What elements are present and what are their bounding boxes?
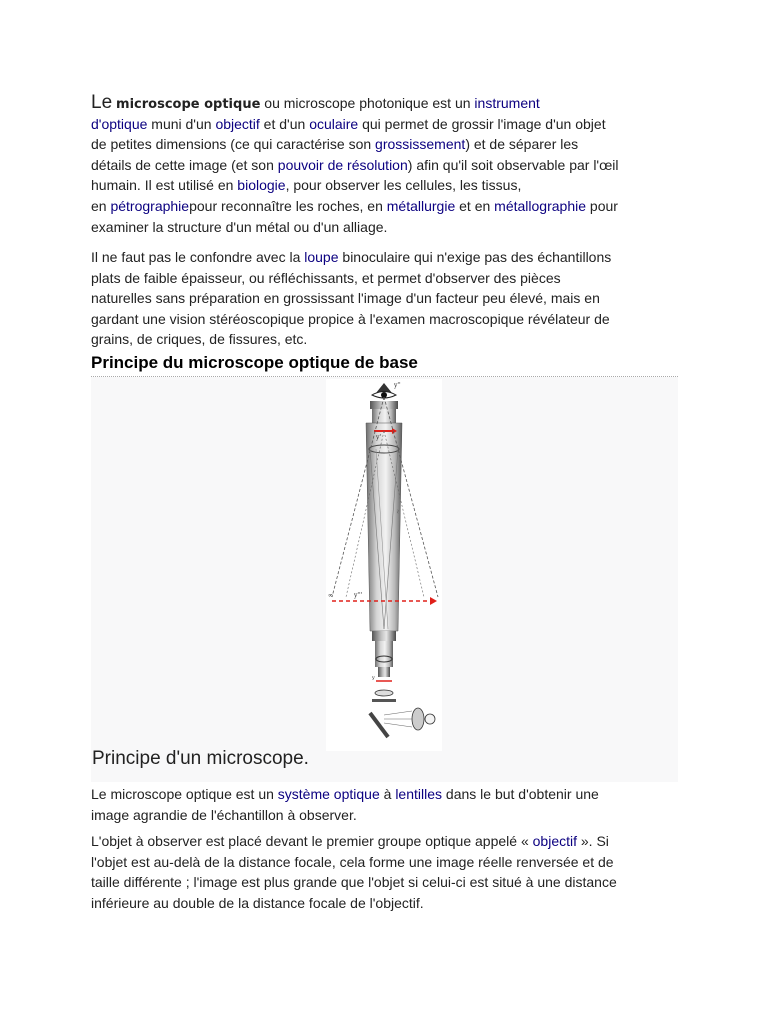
principle-text: dans le but d'obtenir une	[442, 786, 599, 802]
link-biologie[interactable]: biologie	[237, 177, 286, 194]
ray	[384, 723, 412, 727]
intro-text: ) afin qu'il soit observable par l'œil	[407, 156, 619, 173]
intro-term: microscope optique	[116, 97, 261, 112]
link-instrument[interactable]: instrument	[474, 95, 540, 111]
microscope-diagram-image[interactable]	[326, 379, 442, 751]
infinity-label: ∞	[328, 592, 333, 599]
link-grossissement[interactable]: grossissement	[375, 136, 466, 153]
eyepiece-collar	[370, 401, 398, 409]
stage	[372, 699, 396, 702]
tube-brand-mark: ~	[394, 509, 401, 515]
objet-line-3: taille différente ; l'image est plus grande que l'objet si celui-ci est situé à une distance	[91, 874, 617, 891]
principle-line-2: image agrandie de l'échantillon à observer.	[91, 806, 357, 823]
intro-text: et en	[455, 197, 495, 214]
intro-text: muni d'un	[147, 115, 216, 132]
intro-line-4	[91, 155, 691, 176]
intro-text: ou microscope photonique est un	[260, 95, 475, 111]
intro-text: examiner la structure d'un métal ou d'un alliage.	[91, 218, 388, 235]
objet-line-2: l'objet est au-delà de la distance focale, cela forme une image réelle renversée et de	[91, 853, 614, 870]
intro-text: , pour observer les cellules, les tissus,	[285, 177, 522, 194]
intro-text: pour	[586, 197, 618, 214]
objective	[375, 641, 393, 667]
link-metallographie[interactable]: métallographie	[494, 197, 587, 214]
objet-line-4: inférieure au double de la distance focale de l'objectif.	[91, 894, 424, 911]
light-lens	[412, 708, 424, 730]
principle-text: Le microscope optique est un	[91, 786, 278, 802]
body-tube	[366, 423, 402, 631]
link-objectif-2[interactable]: objectif	[532, 833, 577, 849]
image-label: y'	[376, 434, 382, 441]
intro-line-1	[91, 93, 691, 114]
ray	[384, 711, 412, 715]
link-loupe[interactable]: loupe	[304, 249, 339, 265]
link-lentilles[interactable]: lentilles	[395, 786, 443, 802]
link-metallurgie[interactable]: métallurgie	[386, 197, 456, 214]
link-objectif[interactable]: objectif	[215, 115, 260, 132]
objet-text: L'objet à observer est placé devant le premier groupe optique appelé «	[91, 833, 533, 849]
principle-line-1	[91, 784, 691, 805]
loupe-paragraph	[91, 247, 691, 350]
eye-label: y''	[394, 382, 401, 389]
objet-paragraph	[91, 831, 691, 913]
arrowhead	[430, 597, 437, 605]
nosepiece	[372, 631, 396, 641]
specimen-label: y	[372, 675, 375, 681]
figure-thumbnail	[91, 377, 678, 782]
link-pouvoir-resolution[interactable]: pouvoir de résolution	[277, 156, 408, 173]
loupe-text: binoculaire qui n'exige pas des échantillons	[338, 249, 612, 265]
mirror	[370, 713, 388, 737]
principle-paragraph	[91, 784, 691, 825]
figure-caption: Principe d'un microscope.	[92, 748, 309, 769]
microscope-diagram	[326, 379, 442, 751]
link-systeme-optique[interactable]: système optique	[277, 786, 380, 802]
intro-text: en	[91, 197, 111, 214]
intro-paragraph	[91, 93, 691, 237]
intro-line-6	[91, 196, 691, 217]
intro-text: ) et de séparer les	[465, 136, 579, 153]
loupe-line-1	[91, 247, 691, 268]
section-heading: Principe du microscope optique de base	[91, 353, 418, 372]
objet-line-1	[91, 831, 691, 852]
link-oculaire[interactable]: oculaire	[309, 115, 359, 132]
objet-text: ». Si	[577, 833, 609, 849]
loupe-line-3: naturelles sans préparation en grossissant l'image d'un facteur peu élevé, mais en	[91, 290, 600, 307]
intro-line-7	[91, 217, 691, 238]
intro-text: de petites dimensions (ce qui caractérise son	[91, 136, 376, 153]
condenser-lens	[375, 690, 393, 696]
loupe-text: Il ne faut pas le confondre avec la	[91, 249, 305, 265]
objective-tip	[378, 667, 390, 677]
virtual-label: y'''	[354, 592, 363, 599]
intro-text: détails de cette image (et son	[91, 156, 278, 173]
intro-text: et d'un	[259, 115, 310, 132]
intro-line-3	[91, 134, 691, 155]
link-petrographie[interactable]: pétrographie	[110, 197, 190, 214]
intro-line-2	[91, 114, 691, 135]
loupe-line-5: grains, de criques, de fissures, etc.	[91, 331, 308, 348]
intro-text: qui permet de grossir l'image d'un objet	[358, 115, 606, 132]
loupe-line-2: plats de faible épaisseur, ou réfléchissants, et permet d'observer des pièces	[91, 269, 561, 286]
intro-text: humain. Il est utilisé en	[91, 177, 238, 194]
lamp-icon	[425, 714, 435, 724]
principle-text: à	[379, 786, 396, 802]
eyepiece	[372, 409, 396, 423]
intro-line-5	[91, 175, 691, 196]
eye-icon	[372, 383, 396, 398]
loupe-line-4: gardant une vision stéréoscopique propice à l'examen macroscopique révélateur de	[91, 310, 610, 327]
link-optique[interactable]: d'optique	[91, 115, 148, 132]
intro-le: Le	[91, 92, 113, 113]
intro-text: pour reconnaître les roches, en	[189, 197, 387, 214]
